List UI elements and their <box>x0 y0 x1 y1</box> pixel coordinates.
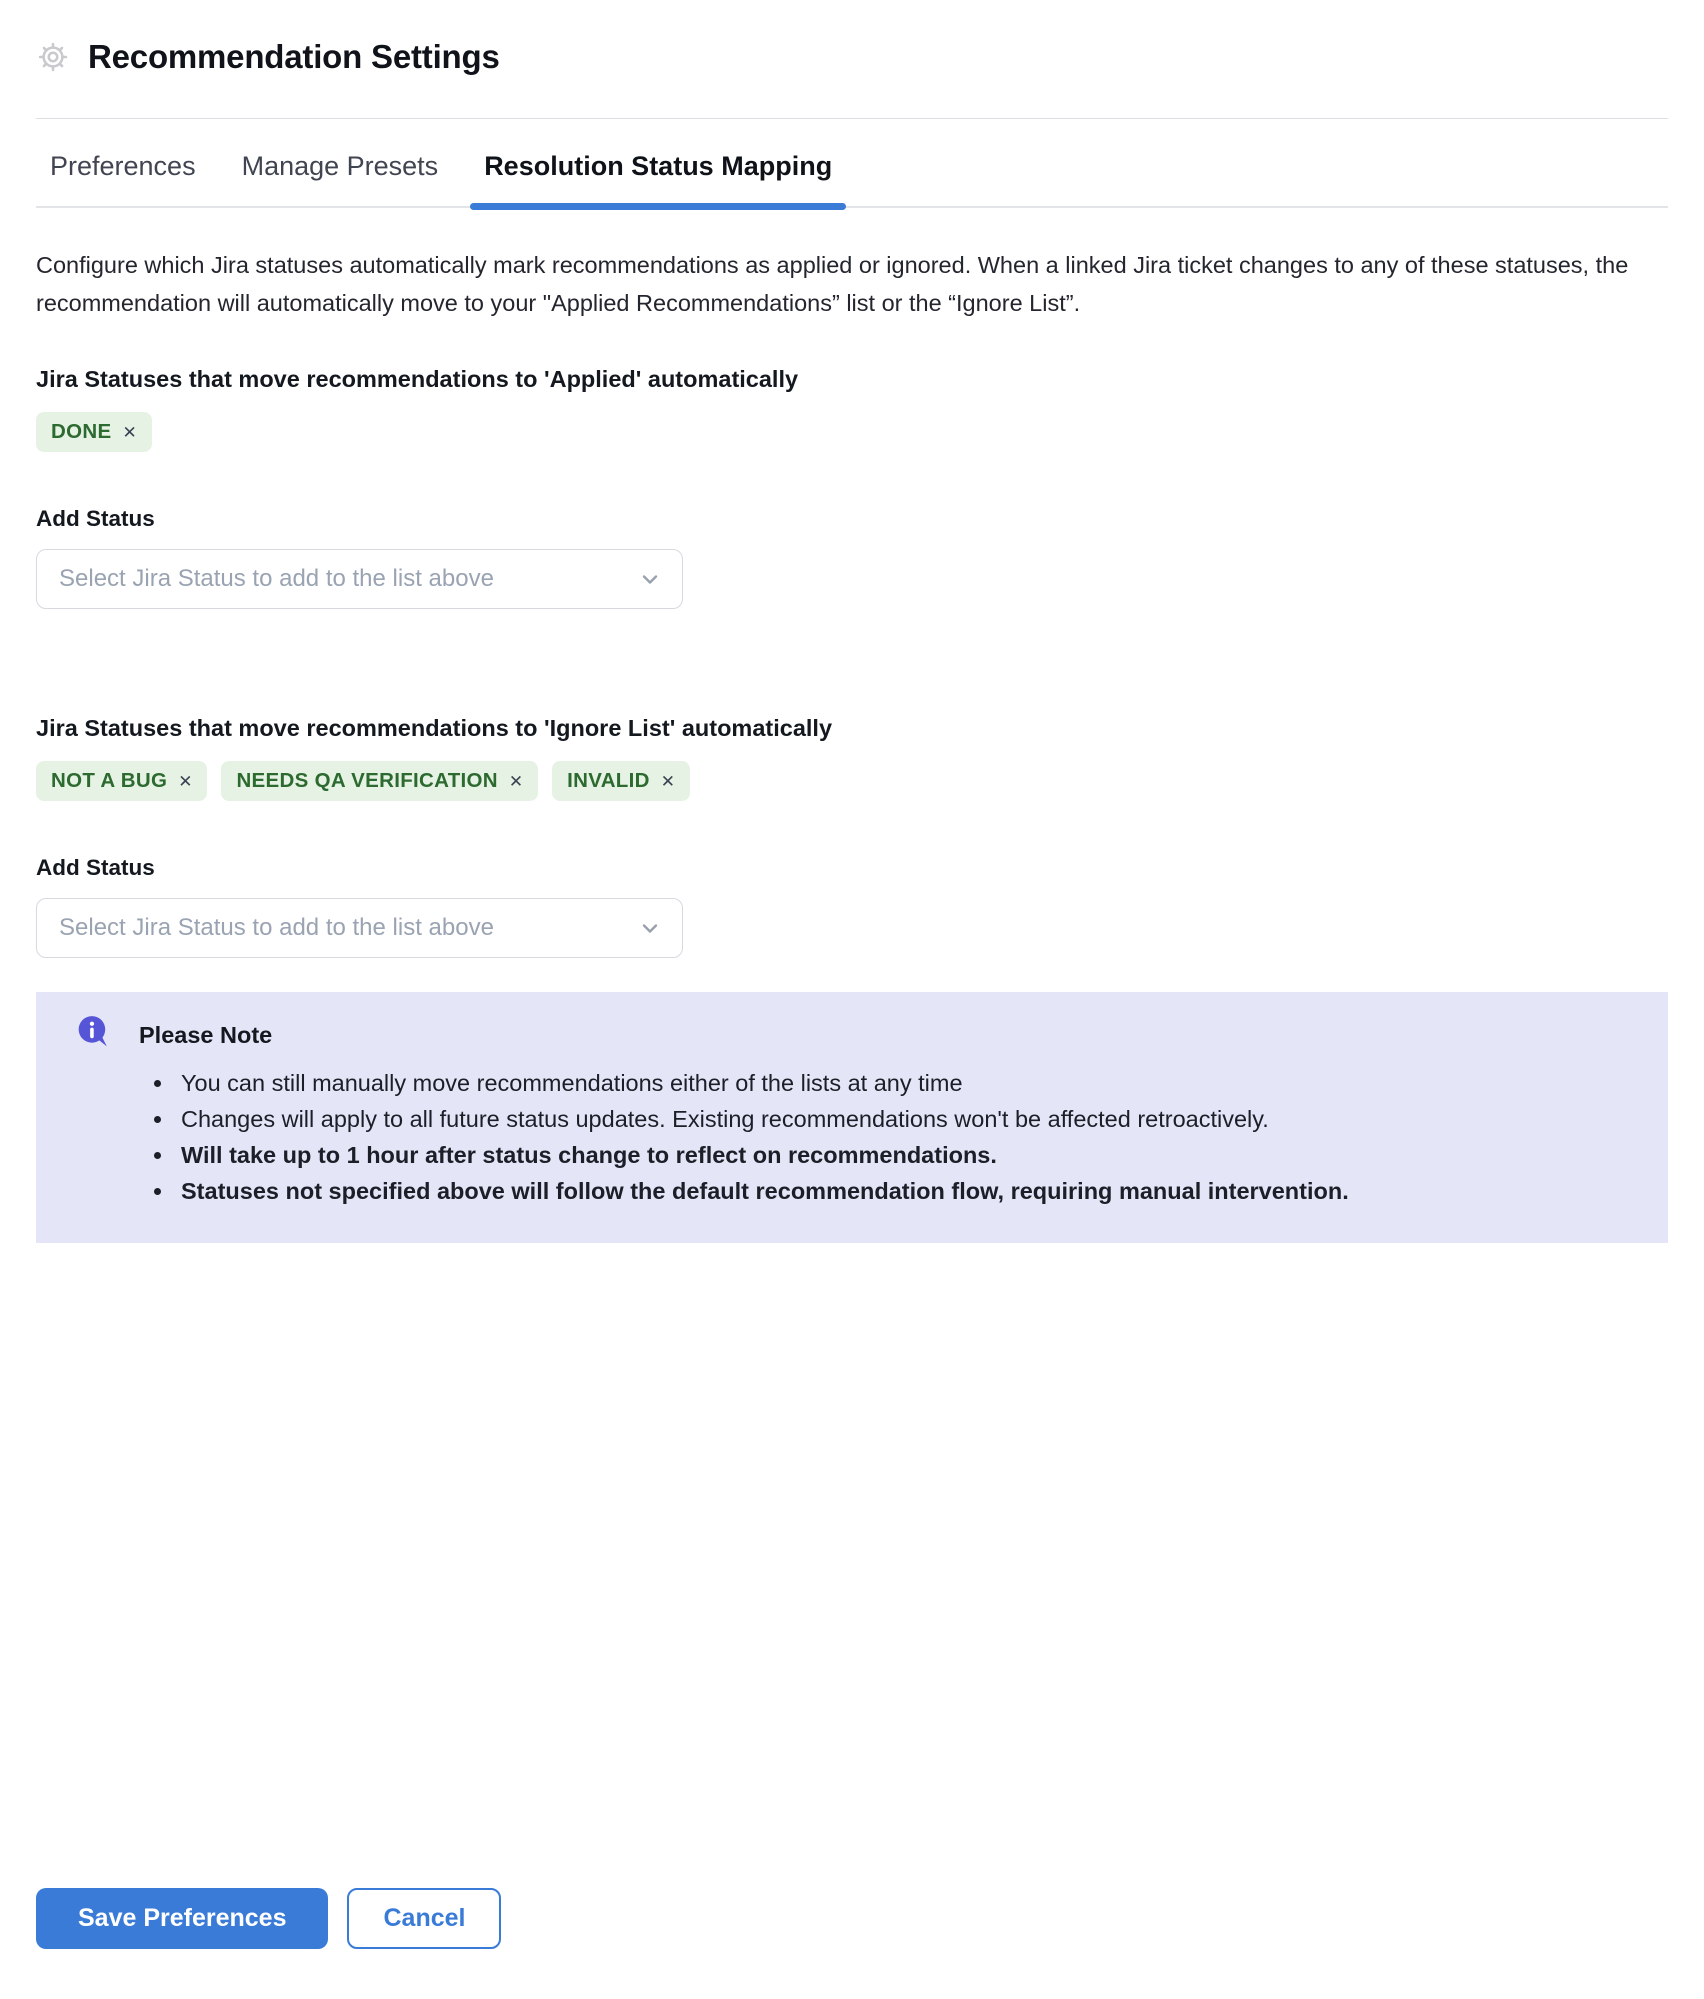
action-buttons <box>36 1888 1668 1999</box>
status-tag-label: NEEDS QA VERIFICATION <box>236 769 498 792</box>
tab-preferences[interactable]: Preferences <box>50 151 196 181</box>
tabs <box>36 119 1668 208</box>
note-bullet: • Will take up to 1 hour after status change to reflect on recommendations. <box>175 1137 1628 1173</box>
cancel-button[interactable]: Cancel <box>347 1888 501 1949</box>
status-tag-done <box>36 412 152 452</box>
status-tag-label: DONE <box>51 420 112 443</box>
status-tag-needs-qa-verification <box>221 761 538 801</box>
ignore-heading: Jira Statuses that move recommendations to 'Ignore List' automatically <box>36 715 833 741</box>
page-header <box>36 0 1668 76</box>
remove-status-icon[interactable]: ✕ <box>508 771 524 791</box>
select-placeholder: Select Jira Status to add to the list above <box>59 914 494 941</box>
status-tag-label: INVALID <box>567 769 650 792</box>
tab-resolution-status-mapping[interactable]: Resolution Status Mapping <box>470 151 846 206</box>
remove-status-icon[interactable]: ✕ <box>178 771 193 791</box>
ignore-tags <box>36 761 1668 801</box>
tab-manage-presets[interactable]: Manage Presets <box>241 151 439 181</box>
note-bullet: • Changes will apply to all future status updates. Existing recommendations won't be affected retroactively. <box>175 1101 1628 1137</box>
gear-icon <box>36 40 70 74</box>
page-title: Recommendation Settings <box>88 38 500 75</box>
applied-section <box>36 366 1668 609</box>
note-body <box>139 1016 1628 1209</box>
note-box <box>36 992 1668 1243</box>
remove-status-icon[interactable]: ✕ <box>660 771 675 791</box>
chevron-down-icon <box>638 567 662 591</box>
status-tag-invalid <box>552 761 690 801</box>
info-bubble-icon <box>76 1014 110 1048</box>
status-tag-label: NOT A BUG <box>51 769 168 792</box>
ignore-status-select[interactable] <box>36 898 683 958</box>
note-list <box>139 1065 1628 1209</box>
note-bullet: • Statuses not specified above will follow the default recommendation flow, requiring manual intervention. <box>175 1173 1628 1209</box>
add-status-label: Add Status <box>36 506 155 531</box>
select-placeholder: Select Jira Status to add to the list above <box>59 565 494 592</box>
save-preferences-button[interactable]: Save Preferences <box>36 1888 328 1949</box>
note-title: Please Note <box>139 1022 273 1048</box>
applied-status-select[interactable] <box>36 549 683 609</box>
remove-status-icon[interactable]: ✕ <box>122 422 137 442</box>
applied-tags <box>36 412 1668 452</box>
add-status-label: Add Status <box>36 855 155 880</box>
chevron-down-icon <box>638 916 662 940</box>
description-text: Configure which Jira statuses automatically mark recommendations as applied or ignored. When a linked Jira ticket changes to any of these statuses, the recommendation will automatically move to your "Applied Recommendations” list or the “Ignore List”. <box>36 252 1629 316</box>
applied-heading: Jira Statuses that move recommendations to 'Applied' automatically <box>36 366 799 392</box>
note-bullet: • You can still manually move recommendations either of the lists at any time <box>175 1065 1628 1101</box>
status-tag-not-a-bug <box>36 761 207 801</box>
ignore-section <box>36 715 1668 958</box>
